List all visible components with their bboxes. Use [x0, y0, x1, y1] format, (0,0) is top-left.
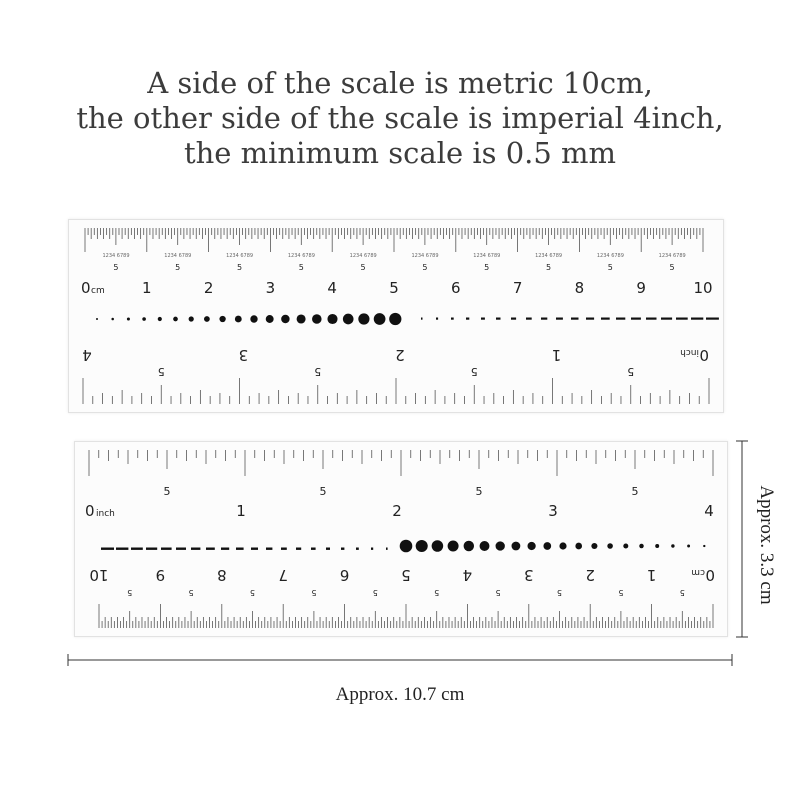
hole-dot — [687, 545, 690, 548]
bottom-inch-ticks — [89, 450, 713, 498]
bottom-inch-unit: inch — [96, 509, 115, 519]
cm-half-label-group — [680, 588, 685, 597]
cm-half-label: 5 — [372, 588, 378, 597]
bottom-inch-zero: 0 — [85, 502, 95, 520]
ruler-bottom — [74, 441, 728, 637]
cm-half-label-group — [250, 588, 255, 597]
hole-dot — [111, 318, 114, 321]
cm-number-6: 6 — [451, 279, 461, 297]
hole-dash — [646, 318, 657, 320]
inch-number-2: 2 — [392, 502, 402, 520]
ruler-top-graphic — [69, 220, 723, 412]
cm-half-label: 5 — [545, 263, 552, 272]
cm-number-10: 10 — [89, 566, 109, 584]
hole-dash — [661, 318, 672, 320]
cm-half-label: 5 — [249, 588, 256, 597]
hole-dot — [448, 541, 459, 552]
hole-dash — [266, 548, 272, 550]
hole-dash — [691, 318, 703, 320]
hole-dot — [219, 316, 225, 322]
cm-number-5: 5 — [401, 566, 411, 584]
cm-number-group — [340, 566, 350, 584]
inch-number-group — [82, 346, 92, 364]
cm-half-label: 5 — [618, 588, 624, 597]
cm-number-group — [217, 566, 227, 584]
hole-dot — [250, 315, 257, 322]
hole-dot — [266, 315, 274, 323]
hole-dot — [374, 313, 386, 325]
cm-half-label: 5 — [188, 588, 194, 597]
ruler-top — [68, 219, 724, 413]
cm-sub-digits: 1234 6789 — [535, 253, 563, 259]
hole-dot — [527, 542, 535, 550]
headline-line-1: A side of the scale is metric 10cm, — [147, 66, 653, 100]
cm-half-label-group — [373, 588, 378, 597]
cm-sub-digits: 1234 6789 — [473, 253, 501, 259]
hole-dash — [511, 318, 516, 320]
hole-dot — [142, 317, 146, 321]
hole-dash — [541, 318, 547, 320]
hole-dot — [312, 314, 322, 324]
hole-dash — [341, 548, 344, 550]
top-inch-unit: inch — [680, 347, 699, 357]
hole-dot — [127, 317, 130, 320]
hole-dash — [116, 548, 128, 550]
cm-half-label: 5 — [607, 263, 613, 272]
cm-sub-digits: 1234 6789 — [102, 253, 130, 259]
inch-half-label: 5 — [631, 485, 639, 498]
hole-dot — [343, 314, 354, 325]
cm-half-label: 5 — [298, 263, 304, 272]
cm-half-label: 5 — [679, 588, 685, 597]
cm-half-label: 5 — [495, 588, 501, 597]
inch-half-label-group — [471, 365, 478, 378]
hole-dash — [601, 318, 610, 320]
top-inch-numbers — [82, 346, 561, 364]
hole-dot — [389, 313, 401, 325]
cm-number-group — [524, 566, 534, 584]
inch-half-label: 5 — [157, 365, 165, 378]
height-label: Approx. 3.3 cm — [756, 485, 777, 605]
hole-dash — [311, 548, 316, 550]
hole-dash — [571, 318, 579, 320]
cm-half-label: 5 — [422, 263, 428, 272]
hole-dash — [631, 318, 641, 320]
hole-dash — [176, 548, 186, 550]
cm-number-group — [156, 566, 166, 584]
hole-dot — [358, 313, 369, 324]
headline — [0, 66, 800, 171]
cm-half-label-group — [434, 588, 439, 597]
bottom-cm-ticks — [99, 588, 713, 628]
hole-dash — [451, 318, 454, 320]
hole-dot — [464, 541, 474, 551]
hole-dash — [206, 548, 215, 550]
hole-dot — [511, 542, 520, 551]
cm-number-group — [647, 566, 657, 584]
inch-half-label: 5 — [163, 485, 171, 498]
hole-dash — [161, 548, 172, 550]
hole-dot — [400, 540, 413, 553]
cm-number-8: 8 — [574, 279, 585, 297]
inch-half-label: 5 — [314, 365, 322, 378]
hole-dot — [327, 314, 337, 324]
top-cm-numbers — [142, 279, 713, 297]
bottom-inch-numbers — [236, 502, 714, 520]
cm-half-label: 5 — [434, 588, 440, 597]
cm-sub-digits: 1234 6789 — [596, 253, 624, 259]
hole-dash — [386, 548, 388, 550]
inch-half-label: 5 — [319, 485, 327, 498]
cm-number-4: 4 — [327, 279, 337, 297]
cm-number-group — [89, 566, 108, 584]
hole-dash — [481, 318, 485, 320]
hole-dash — [556, 318, 563, 320]
cm-number-6: 6 — [339, 566, 350, 584]
cm-half-label-group — [496, 588, 501, 597]
inch-number-4: 4 — [704, 502, 714, 520]
top-inch-ticks — [83, 365, 709, 404]
hole-dash — [146, 548, 157, 550]
hole-dash — [101, 548, 114, 550]
hole-dash — [356, 548, 359, 550]
inch-half-label: 5 — [470, 365, 478, 378]
bottom-hole-guides — [101, 540, 705, 553]
cm-half-label-group — [557, 588, 562, 597]
hole-dot — [158, 317, 162, 321]
inch-half-label-group — [158, 365, 165, 378]
hole-dot — [297, 314, 306, 323]
cm-half-label-group — [127, 588, 132, 597]
hole-dash — [421, 318, 423, 320]
hole-dot — [432, 540, 444, 552]
cm-number-4: 4 — [462, 566, 473, 584]
cm-number-8: 8 — [217, 566, 227, 584]
cm-number-group — [278, 566, 288, 584]
hole-dash — [496, 318, 501, 320]
hole-dot — [607, 543, 613, 549]
inch-number-4: 4 — [82, 346, 92, 364]
cm-number-9: 9 — [155, 566, 166, 584]
hole-dot — [639, 544, 644, 549]
hole-dash — [326, 548, 330, 550]
cm-sub-digits: 1234 6789 — [658, 253, 686, 259]
cm-number-group — [401, 566, 411, 584]
inch-half-label-group — [314, 365, 321, 378]
hole-dot — [703, 545, 705, 547]
hole-dot — [173, 317, 178, 322]
cm-half-label: 5 — [113, 263, 119, 272]
hole-dash — [526, 318, 532, 320]
inch-half-label: 5 — [475, 485, 483, 498]
hole-dot — [416, 540, 428, 552]
hole-dot — [480, 541, 490, 551]
cm-number-group — [463, 566, 473, 584]
cm-half-label-group — [311, 588, 316, 597]
cm-half-label: 5 — [175, 263, 181, 272]
cm-half-label: 5 — [236, 263, 243, 272]
hole-dash — [191, 548, 200, 550]
bottom-cm-unit: cm — [691, 567, 705, 577]
cm-sub-digits: 1234 6789 — [226, 253, 254, 259]
cm-number-1: 1 — [646, 566, 657, 584]
cm-half-label: 5 — [556, 588, 563, 597]
hole-dot — [96, 318, 98, 320]
ruler-bottom-graphic — [75, 442, 727, 636]
hole-dash — [221, 548, 229, 550]
cm-half-label: 5 — [360, 263, 366, 272]
cm-number-1: 1 — [142, 279, 152, 297]
cm-half-label-group — [618, 588, 623, 597]
cm-number-3: 3 — [524, 566, 534, 584]
cm-sub-digits: 1234 6789 — [349, 253, 377, 259]
cm-half-label: 5 — [127, 588, 133, 597]
hole-dash — [281, 548, 287, 550]
hole-dash — [131, 548, 143, 550]
hole-dash — [371, 548, 373, 550]
cm-half-label: 5 — [669, 263, 675, 272]
inch-number-group — [239, 346, 249, 364]
bottom-cm-numbers — [89, 566, 656, 584]
top-cm-unit: cm — [91, 286, 105, 296]
top-inch-zero: 0 — [699, 346, 709, 364]
hole-dash — [236, 548, 244, 550]
hole-dot — [235, 316, 242, 323]
hole-dot — [671, 544, 674, 547]
hole-dot — [204, 316, 210, 322]
cm-number-2: 2 — [203, 279, 214, 297]
hole-dot — [496, 541, 505, 550]
cm-half-label-group — [189, 588, 194, 597]
cm-sub-digits: 1234 6789 — [287, 253, 315, 259]
cm-number-group — [585, 566, 595, 584]
inch-half-label: 5 — [627, 365, 635, 378]
hole-dot — [623, 543, 628, 548]
hole-dot — [575, 543, 582, 550]
hole-dot — [559, 542, 566, 549]
cm-number-3: 3 — [265, 279, 276, 297]
cm-number-9: 9 — [636, 279, 646, 297]
cm-half-label: 5 — [311, 588, 317, 597]
hole-dash — [586, 318, 594, 320]
hole-dash — [251, 548, 258, 550]
cm-half-label: 5 — [484, 263, 490, 272]
width-label: Approx. 10.7 cm — [335, 684, 465, 705]
hole-dot — [543, 542, 551, 550]
hole-dot — [655, 544, 659, 548]
inch-number-1: 1 — [551, 346, 562, 364]
top-cm-ticks — [85, 228, 703, 272]
top-hole-guides — [96, 313, 719, 325]
headline-line-2: the other side of the scale is imperial 4inch, — [76, 101, 724, 135]
inch-number-3: 3 — [238, 346, 249, 364]
hole-dash — [296, 548, 301, 550]
cm-number-7: 7 — [278, 566, 288, 584]
hole-dash — [436, 318, 438, 320]
hole-dash — [706, 318, 719, 320]
hole-dot — [591, 543, 597, 549]
hole-dash — [676, 318, 688, 320]
inch-number-2: 2 — [395, 346, 405, 364]
cm-number-2: 2 — [585, 566, 595, 584]
cm-sub-digits: 1234 6789 — [411, 253, 439, 259]
hole-dash — [466, 318, 469, 320]
cm-number-5: 5 — [389, 279, 399, 297]
inch-number-group — [552, 346, 562, 364]
inch-half-label-group — [627, 365, 634, 378]
bottom-cm-zero: 0 — [705, 566, 715, 584]
cm-number-7: 7 — [512, 279, 523, 297]
hole-dash — [616, 318, 625, 320]
hole-dot — [281, 315, 289, 323]
inch-number-group — [395, 346, 405, 364]
cm-number-10: 10 — [693, 279, 713, 297]
headline-line-3: the minimum scale is 0.5 mm — [183, 136, 617, 170]
inch-number-1: 1 — [236, 502, 246, 520]
inch-number-3: 3 — [548, 502, 558, 520]
cm-sub-digits: 1234 6789 — [164, 253, 192, 259]
top-cm-zero: 0 — [81, 279, 91, 297]
hole-dot — [189, 316, 194, 321]
